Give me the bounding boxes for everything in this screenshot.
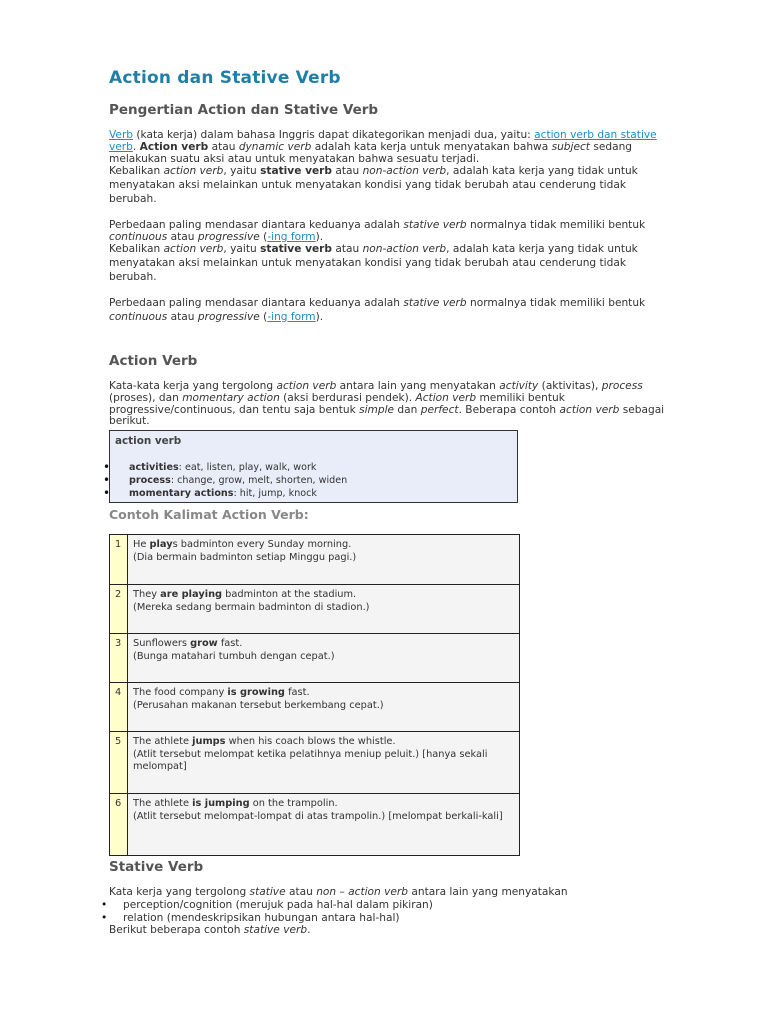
- example-cell: The food company is growing fast. (Perusahan makanan tersebut berkembang cepat.): [128, 683, 520, 732]
- kebalikan-paragraph-2: Kebalikan action verb, yaitu stative verb atau non-action verb, adalah kata kerja yang tidak untuk menyatakan aksi melainkan untuk menyatakan kondisi yang tidak berubah atau cenderung tidak berubah.: [109, 243, 638, 283]
- verb-link[interactable]: Verb: [109, 129, 134, 141]
- kebalikan-paragraph-1: Kebalikan action verb, yaitu stative verb atau non-action verb, adalah kata kerja yang tidak untuk menyatakan aksi melainkan untuk menyatakan kondisi yang tidak berubah atau cenderung tidak berubah.: [109, 165, 638, 205]
- list-item: • momentary actions: hit, jump, knock: [110, 487, 347, 500]
- row-number: 4: [110, 683, 128, 732]
- stative-verb-list: [109, 899, 433, 924]
- example-cell: The athlete is jumping on the trampolin. (Atlit tersebut melompat-lompat di atas trampolin.) [melompat berkali-kali]: [128, 794, 520, 856]
- action-verb-list: [110, 461, 347, 500]
- row-number: 6: [110, 794, 128, 856]
- page-title: Action dan Stative Verb: [109, 68, 341, 88]
- table-row: [110, 794, 520, 856]
- action-verb-paragraph: Kata-kata kerja yang tergolong action verb antara lain yang menyatakan activity (aktivitas), process (proses), dan momentary action (aksi berdurasi pendek). Action verb memiliki bentuk progressive/continuous, dan tentu saja bentuk simple dan perfect. Beberapa contoh action verb sebagai berikut.: [109, 380, 665, 428]
- stative-verb-intro: Kata kerja yang tergolong stative atau non – action verb antara lain yang menyatakan: [109, 886, 568, 898]
- ing-form-link[interactable]: -ing form: [267, 230, 316, 243]
- perbedaan-paragraph-1: Perbedaan paling mendasar diantara keduanya adalah stative verb normalnya tidak memiliki bentuk continuous atau progressive (-ing form).: [109, 219, 646, 243]
- row-number: 3: [110, 634, 128, 683]
- example-cell: Sunflowers grow fast. (Bunga matahari tumbuh dengan cepat.): [128, 634, 520, 683]
- row-number: 2: [110, 585, 128, 634]
- section-heading: Pengertian Action dan Stative Verb: [109, 102, 379, 118]
- action-stative-link[interactable]: action verb dan stative verb: [109, 129, 657, 153]
- perbedaan-paragraph-2: Perbedaan paling mendasar diantara keduanya adalah stative verb normalnya tidak memiliki bentuk continuous atau progressive (-ing form).: [109, 297, 646, 323]
- row-number: 5: [110, 732, 128, 794]
- list-item: • perception/cognition (merujuk pada hal-hal dalam pikiran): [109, 899, 433, 912]
- intro-paragraph: Verb (kata kerja) dalam bahasa Inggris dapat dikategorikan menjadi dua, yaitu: action verb dan stative verb. Action verb atau dynamic verb adalah kata kerja untuk menyatakan bahwa subject sedang melakukan suatu aksi atau untuk menyatakan bahwa sesuatu terjadi.: [109, 129, 657, 165]
- example-cell: The athlete jumps when his coach blows the whistle. (Atlit tersebut melompat ketika pelatihnya meniup peluit.) [hanya sekali melompat]: [128, 732, 520, 794]
- examples-heading: Contoh Kalimat Action Verb:: [109, 507, 309, 522]
- table-row: [110, 634, 520, 683]
- example-cell: He plays badminton every Sunday morning. (Dia bermain badminton setiap Minggu pagi.): [128, 535, 520, 585]
- action-verb-heading: Action Verb: [109, 353, 198, 369]
- row-number: 1: [110, 535, 128, 585]
- box-title: action verb: [115, 435, 182, 447]
- ing-form-link-2[interactable]: -ing form: [267, 310, 316, 323]
- table-row: [110, 535, 520, 585]
- table-row: [110, 683, 520, 732]
- list-item: • process: change, grow, melt, shorten, widen: [110, 474, 347, 487]
- stative-verb-heading: Stative Verb: [109, 859, 204, 875]
- examples-table: [109, 534, 520, 856]
- list-item: • activities: eat, listen, play, walk, work: [110, 461, 347, 474]
- example-cell: They are playing badminton at the stadium. (Mereka sedang bermain badminton di stadion.): [128, 585, 520, 634]
- table-row: [110, 732, 520, 794]
- action-verb-box: [109, 430, 518, 503]
- list-item: • relation (mendeskripsikan hubungan antara hal-hal): [109, 912, 433, 925]
- table-row: [110, 585, 520, 634]
- stative-verb-outro: Berikut beberapa contoh stative verb.: [109, 924, 311, 936]
